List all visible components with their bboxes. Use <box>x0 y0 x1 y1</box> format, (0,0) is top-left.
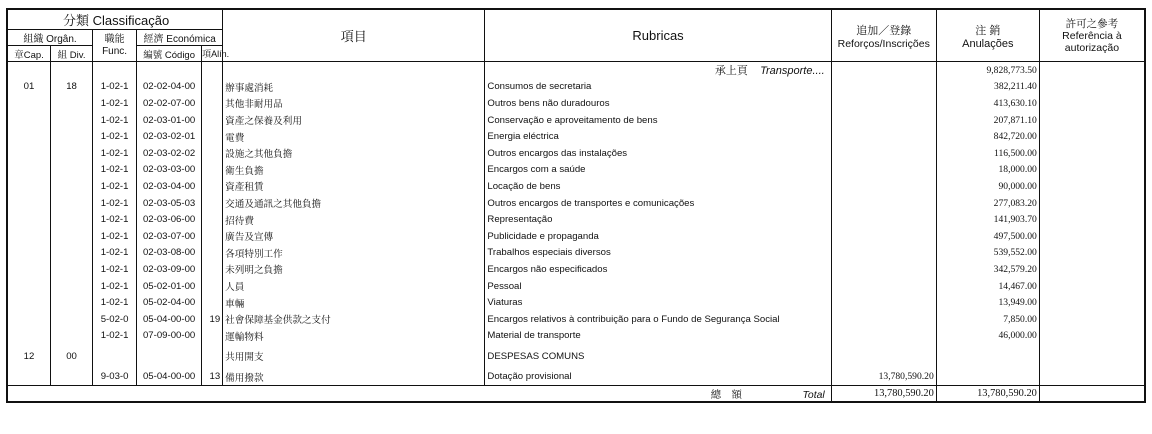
table-row <box>8 261 1145 278</box>
cell-alin <box>202 95 223 112</box>
anulacoes-header <box>936 10 1039 62</box>
rubricas-header: Rubricas <box>485 10 831 62</box>
table-row <box>8 278 1145 295</box>
transport-label-pt: Transporte.... <box>760 65 825 78</box>
cell-reference <box>1039 369 1144 386</box>
cell-reforcos <box>831 245 936 262</box>
cell-reference <box>1039 145 1144 162</box>
total-label-zh: 總 額 <box>710 390 742 402</box>
cell-func: 1-02-1 <box>93 79 137 96</box>
budget-table <box>6 8 1146 403</box>
cell-anulacoes: 7,850.00 <box>936 311 1039 328</box>
cell-anulacoes: 141,903.70 <box>936 211 1039 228</box>
table-row <box>8 128 1145 145</box>
cell-zh: 招待費 <box>223 211 485 228</box>
funcional-header <box>93 30 137 62</box>
cell-pt: Consumos de secretaria <box>485 79 831 96</box>
cell-reference <box>1039 348 1144 365</box>
cell-alin <box>202 112 223 129</box>
cell-func: 1-02-1 <box>93 95 137 112</box>
cell-pt: Representação <box>485 211 831 228</box>
cell-anulacoes: 116,500.00 <box>936 145 1039 162</box>
cell-div <box>51 211 93 228</box>
cell-reference <box>1039 178 1144 195</box>
cell-alin <box>202 328 223 345</box>
cell-zh: 運輸物料 <box>223 328 485 345</box>
cell-reforcos <box>831 145 936 162</box>
cell-cap <box>8 311 51 328</box>
cell-div <box>51 162 93 179</box>
cell-div <box>51 311 93 328</box>
cell-codigo: 02-03-01-00 <box>137 112 202 129</box>
cell-zh: 備用撥款 <box>223 369 485 386</box>
cell-alin <box>202 211 223 228</box>
cell-div <box>51 278 93 295</box>
cell-alin <box>202 228 223 245</box>
table-row <box>8 369 1145 386</box>
economica-pt: Económica <box>166 34 216 45</box>
cell-codigo: 05-02-01-00 <box>137 278 202 295</box>
cell-div: 00 <box>51 348 93 365</box>
cell-codigo: 05-04-00-00 <box>137 369 202 386</box>
cell-func: 1-02-1 <box>93 178 137 195</box>
cell-alin <box>202 145 223 162</box>
cell-alin <box>202 245 223 262</box>
cell-reference <box>1039 311 1144 328</box>
cell-zh: 資產租賃 <box>223 178 485 195</box>
cell-div <box>51 145 93 162</box>
alin-zh: 項 <box>202 49 212 59</box>
div-zh: 組 <box>57 49 68 61</box>
cell-func: 1-02-1 <box>93 112 137 129</box>
table-row <box>8 228 1145 245</box>
cell-func: 1-02-1 <box>93 261 137 278</box>
cell-pt: Encargos relativos à contribuição para o Fundo de Segurança Social <box>485 311 831 328</box>
cell-pt: Viaturas <box>485 294 831 311</box>
cell-reference <box>1039 328 1144 345</box>
table-row <box>8 112 1145 129</box>
cell-pt: Dotação provisional <box>485 369 831 386</box>
cell-cap: 12 <box>8 348 51 365</box>
cell-alin <box>202 195 223 212</box>
cell-reforcos <box>831 211 936 228</box>
cell-codigo: 02-03-02-02 <box>137 145 202 162</box>
cell-div <box>51 195 93 212</box>
cell-pt: Encargos com a saúde <box>485 162 831 179</box>
cell-anulacoes: 46,000.00 <box>936 328 1039 345</box>
reforcos-pt: Reforços/Inscrições <box>837 37 930 50</box>
cell-cap <box>8 195 51 212</box>
codigo-pt: Código <box>164 49 195 61</box>
table-row <box>8 328 1145 345</box>
cell-codigo: 02-03-07-00 <box>137 228 202 245</box>
economica-header <box>137 30 223 46</box>
table-row <box>8 245 1145 262</box>
cell-pt: Outros bens não duradouros <box>485 95 831 112</box>
cell-alin: 19 <box>202 311 223 328</box>
cell-alin <box>202 128 223 145</box>
cell-anulacoes: 497,500.00 <box>936 228 1039 245</box>
cell-reference <box>1039 79 1144 96</box>
cell-reference <box>1039 245 1144 262</box>
cell-reforcos <box>831 278 936 295</box>
cell-func: 1-02-1 <box>93 162 137 179</box>
total-anulacoes: 13,780,590.20 <box>936 386 1039 402</box>
cap-pt: Cap. <box>23 49 44 61</box>
cell-codigo: 05-04-00-00 <box>137 311 202 328</box>
cell-cap <box>8 95 51 112</box>
cell-cap <box>8 128 51 145</box>
cell-reforcos <box>831 261 936 278</box>
cell-reforcos <box>831 162 936 179</box>
cell-pt: Encargos não especificados <box>485 261 831 278</box>
cell-cap <box>8 294 51 311</box>
cell-pt: Outros encargos das instalações <box>485 145 831 162</box>
table-row <box>8 311 1145 328</box>
cell-zh: 車輛 <box>223 294 485 311</box>
cell-codigo: 02-03-08-00 <box>137 245 202 262</box>
cell-codigo: 05-02-04-00 <box>137 294 202 311</box>
cell-zh: 其他非耐用品 <box>223 95 485 112</box>
codigo-header <box>137 46 202 62</box>
cell-cap: 01 <box>8 79 51 96</box>
reference-header <box>1039 10 1144 62</box>
cell-reference <box>1039 228 1144 245</box>
cell-anulacoes: 90,000.00 <box>936 178 1039 195</box>
reference-pt-2: autorização <box>1064 41 1120 54</box>
cell-reference <box>1039 95 1144 112</box>
cell-reforcos <box>831 228 936 245</box>
cell-div <box>51 128 93 145</box>
cell-codigo: 02-03-03-00 <box>137 162 202 179</box>
table-row <box>8 178 1145 195</box>
cell-anulacoes: 539,552.00 <box>936 245 1039 262</box>
classification-pt: Classificação <box>92 13 170 28</box>
transport-label <box>485 62 831 79</box>
cell-zh: 電費 <box>223 128 485 145</box>
cell-pt: Outros encargos de transportes e comunicações <box>485 195 831 212</box>
cell-alin <box>202 79 223 96</box>
cell-anulacoes: 842,720.00 <box>936 128 1039 145</box>
cell-reforcos <box>831 95 936 112</box>
cell-alin <box>202 278 223 295</box>
cell-func: 1-02-1 <box>93 128 137 145</box>
cell-func: 1-02-1 <box>93 328 137 345</box>
cell-alin <box>202 261 223 278</box>
cell-pt: Conservação e aproveitamento de bens <box>485 112 831 129</box>
cell-reference <box>1039 278 1144 295</box>
cell-cap <box>8 369 51 386</box>
cell-cap <box>8 261 51 278</box>
cell-func: 1-02-1 <box>93 294 137 311</box>
cell-reference <box>1039 112 1144 129</box>
cell-zh: 人員 <box>223 278 485 295</box>
cell-cap <box>8 328 51 345</box>
cell-div <box>51 245 93 262</box>
table-row <box>8 95 1145 112</box>
cell-zh: 社會保障基金供款之支付 <box>223 311 485 328</box>
table-row <box>8 195 1145 212</box>
cell-cap <box>8 145 51 162</box>
cell-func: 1-02-1 <box>93 195 137 212</box>
div-header <box>51 46 93 62</box>
transport-anulacoes: 9,828,773.50 <box>936 62 1039 79</box>
cell-func: 1-02-1 <box>93 145 137 162</box>
cell-cap <box>8 162 51 179</box>
cell-cap <box>8 178 51 195</box>
cell-anulacoes: 342,579.20 <box>936 261 1039 278</box>
total-label <box>485 386 831 402</box>
anulacoes-zh: 注 銷 <box>975 24 1001 37</box>
cell-div <box>51 294 93 311</box>
cell-func: 1-02-1 <box>93 278 137 295</box>
cell-pt: Energia eléctrica <box>485 128 831 145</box>
cell-div <box>51 228 93 245</box>
reforcos-zh: 追加／登錄 <box>856 24 912 37</box>
cell-reference <box>1039 128 1144 145</box>
cell-func: 1-02-1 <box>93 245 137 262</box>
cell-codigo: 02-03-02-01 <box>137 128 202 145</box>
cell-reference <box>1039 261 1144 278</box>
cell-func: 1-02-1 <box>93 228 137 245</box>
cell-func: 5-02-0 <box>93 311 137 328</box>
cell-zh: 交通及通訊之其他負擔 <box>223 195 485 212</box>
cell-zh: 廣告及宣傳 <box>223 228 485 245</box>
cell-anulacoes <box>936 348 1039 365</box>
cell-pt: DESPESAS COMUNS <box>485 348 831 365</box>
organica-zh: 組織 <box>23 34 44 45</box>
cell-zh: 設施之其他負擔 <box>223 145 485 162</box>
classification-zh: 分類 <box>63 13 90 28</box>
cell-alin <box>202 178 223 195</box>
cell-anulacoes: 382,211.40 <box>936 79 1039 96</box>
table-row <box>8 294 1145 311</box>
cell-codigo: 02-03-04-00 <box>137 178 202 195</box>
cell-reference <box>1039 162 1144 179</box>
cell-pt: Trabalhos especiais diversos <box>485 245 831 262</box>
table-row <box>8 145 1145 162</box>
reforcos-header <box>831 10 936 62</box>
cell-anulacoes <box>936 369 1039 386</box>
codigo-zh: 編號 <box>143 49 163 61</box>
organica-pt: Orgân. <box>46 34 77 45</box>
cell-codigo: 02-02-07-00 <box>137 95 202 112</box>
table-row <box>8 79 1145 96</box>
cell-div <box>51 328 93 345</box>
cell-codigo: 07-09-00-00 <box>137 328 202 345</box>
cell-div <box>51 95 93 112</box>
cell-reforcos <box>831 178 936 195</box>
cell-anulacoes: 18,000.00 <box>936 162 1039 179</box>
cell-cap <box>8 278 51 295</box>
cell-pt: Locação de bens <box>485 178 831 195</box>
organica-header <box>8 30 93 46</box>
div-pt: Div. <box>69 49 86 61</box>
cell-codigo: 02-03-06-00 <box>137 211 202 228</box>
cell-reforcos <box>831 348 936 365</box>
cell-reforcos <box>831 311 936 328</box>
cell-reference <box>1039 294 1144 311</box>
economica-zh: 經濟 <box>143 34 164 45</box>
alin-pt: Alín. <box>211 49 230 59</box>
cell-div <box>51 178 93 195</box>
cell-zh: 資產之保養及利用 <box>223 112 485 129</box>
cell-anulacoes: 207,871.10 <box>936 112 1039 129</box>
cell-cap <box>8 245 51 262</box>
cell-alin <box>202 294 223 311</box>
total-row <box>8 386 1145 402</box>
cell-func: 9-03-0 <box>93 369 137 386</box>
alin-header <box>202 46 230 62</box>
cell-zh: 衛生負擔 <box>223 162 485 179</box>
cap-header <box>8 46 51 62</box>
cell-div <box>51 369 93 386</box>
cell-reforcos <box>831 128 936 145</box>
cell-zh: 未列明之負擔 <box>223 261 485 278</box>
cell-reforcos: 13,780,590.20 <box>831 369 936 386</box>
cell-reference <box>1039 195 1144 212</box>
cell-alin: 13 <box>202 369 223 386</box>
cell-zh: 各項特別工作 <box>223 245 485 262</box>
transport-label-zh: 承上頁 <box>714 65 748 78</box>
cell-reforcos <box>831 79 936 96</box>
total-label-pt: Total <box>802 390 825 402</box>
cell-codigo: 02-03-05-03 <box>137 195 202 212</box>
cell-cap <box>8 228 51 245</box>
cell-pt: Pessoal <box>485 278 831 295</box>
funcional-zh: 職能 <box>104 33 125 45</box>
table-row <box>8 348 1145 365</box>
cell-zh: 辦事處消耗 <box>223 79 485 96</box>
cell-anulacoes: 413,630.10 <box>936 95 1039 112</box>
classification-header <box>8 10 223 30</box>
cell-cap <box>8 211 51 228</box>
cell-func <box>93 348 137 365</box>
reference-zh: 許可之參考 <box>1065 17 1119 30</box>
total-reforcos: 13,780,590.20 <box>831 386 936 402</box>
cell-pt: Material de transporte <box>485 328 831 345</box>
reference-pt-1: Referência à <box>1062 29 1122 42</box>
cell-div <box>51 261 93 278</box>
cell-anulacoes: 277,083.20 <box>936 195 1039 212</box>
cell-codigo: 02-03-09-00 <box>137 261 202 278</box>
cell-func: 1-02-1 <box>93 211 137 228</box>
cell-reforcos <box>831 328 936 345</box>
cell-pt: Publicidade e propaganda <box>485 228 831 245</box>
cell-alin <box>202 162 223 179</box>
transport-row <box>8 62 1145 79</box>
item-zh-header: 項目 <box>223 10 485 62</box>
anulacoes-pt: Anulações <box>962 37 1014 50</box>
cell-zh: 共用開支 <box>223 348 485 365</box>
cell-alin <box>202 348 223 365</box>
cell-reforcos <box>831 195 936 212</box>
cell-cap <box>8 112 51 129</box>
cell-codigo <box>137 348 202 365</box>
table-row <box>8 211 1145 228</box>
cell-anulacoes: 14,467.00 <box>936 278 1039 295</box>
cell-codigo: 02-02-04-00 <box>137 79 202 96</box>
cell-div: 18 <box>51 79 93 96</box>
cell-reference <box>1039 211 1144 228</box>
cap-zh: 章 <box>14 49 24 61</box>
funcional-pt: Func. <box>102 45 128 57</box>
table-row <box>8 162 1145 179</box>
cell-div <box>51 112 93 129</box>
cell-anulacoes: 13,949.00 <box>936 294 1039 311</box>
cell-reforcos <box>831 112 936 129</box>
cell-reforcos <box>831 294 936 311</box>
